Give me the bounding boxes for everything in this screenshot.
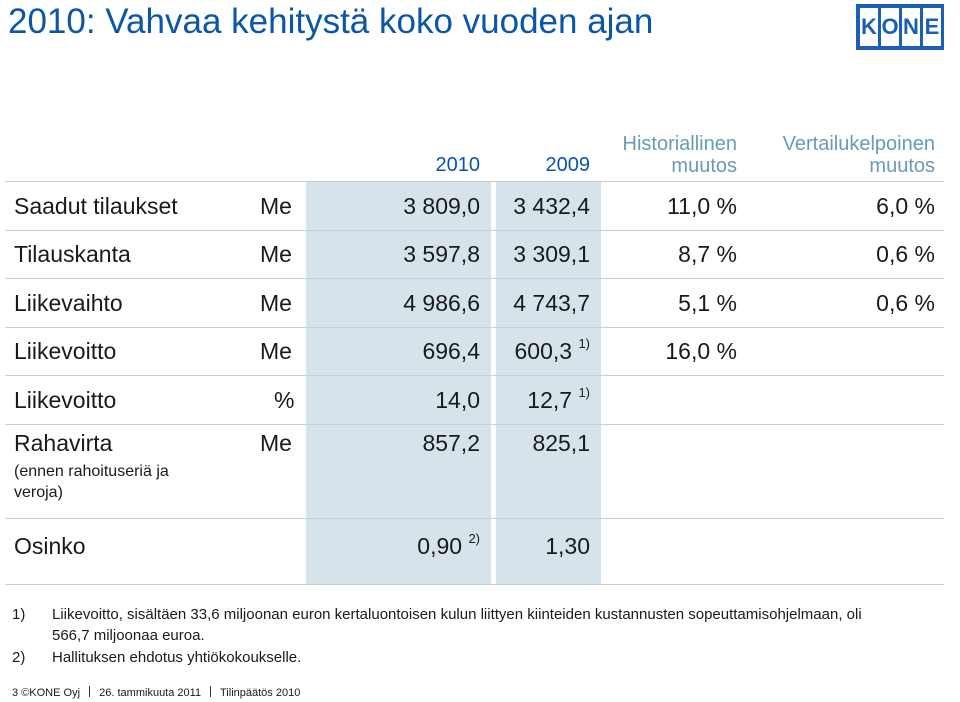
- header-historical-change: Historiallinen muutos: [622, 133, 737, 177]
- row-unit: Me: [260, 430, 292, 456]
- footnote-1: 1) Liikevoitto, sisältäen 33,6 miljoonan euron kertaluontoisen kulun liittyen kiinteiden kustannusten sopeuttamisohjelmaan, oli: [12, 606, 862, 623]
- page-title: 2010: Vahvaa kehitystä koko vuoden ajan: [8, 2, 654, 41]
- row-divider: [5, 584, 944, 585]
- footer-separator: [89, 686, 90, 697]
- value-2010: 696,4: [422, 338, 480, 364]
- value-2009: 3 309,1: [513, 241, 590, 267]
- value-comparable-change: 0,6 %: [876, 241, 935, 267]
- row-divider: [5, 278, 944, 279]
- footnote-ref: 1): [578, 336, 590, 351]
- value-historical-change: 11,0 %: [667, 193, 737, 219]
- value-2009: 600,3 $^{1)}$: [514, 336, 590, 364]
- footer-company: ©KONE Oyj: [21, 687, 81, 699]
- logo-letter-n: N: [902, 8, 920, 46]
- row-label: Liikevaihto: [14, 290, 123, 316]
- logo-letter-k: K: [860, 8, 878, 46]
- row-divider: [5, 230, 944, 231]
- row-divider: [5, 327, 944, 328]
- footer-separator: [210, 686, 211, 697]
- footnote-1-continued: 566,7 miljoonaa euroa.: [52, 627, 205, 644]
- value-historical-change: 8,7 %: [678, 241, 737, 267]
- footnote-2: 2) Hallituksen ehdotus yhtiökokoukselle.: [12, 649, 302, 666]
- row-divider: [5, 424, 944, 425]
- row-unit: Me: [260, 290, 292, 316]
- row-label: Liikevoitto: [14, 387, 117, 413]
- row-unit: Me: [260, 241, 292, 267]
- logo-letter-e: E: [923, 8, 941, 46]
- row-label: Osinko: [14, 533, 86, 559]
- row-unit: %: [274, 387, 295, 413]
- value-2009: 825,1: [532, 430, 590, 456]
- footnote-ref: 1): [578, 385, 590, 400]
- row-divider: [5, 375, 944, 376]
- value-2010: 14,0: [435, 387, 480, 413]
- value-historical-change: 16,0 %: [665, 338, 737, 364]
- value-2010: 4 986,6: [403, 290, 480, 316]
- footnote-ref: 2): [468, 531, 480, 546]
- value-2010: 857,2: [422, 430, 480, 456]
- logo-letter-o: O: [881, 8, 899, 46]
- value-2010: 3 597,8: [403, 241, 480, 267]
- value-comparable-change: 6,0 %: [876, 193, 935, 219]
- row-label: Liikevoitto: [14, 338, 117, 364]
- footer-document: Tilinpäätös 2010: [220, 687, 301, 699]
- header-2009: 2009: [545, 154, 590, 176]
- value-historical-change: 5,1 %: [678, 290, 737, 316]
- row-unit: Me: [260, 338, 292, 364]
- row-divider: [5, 181, 944, 182]
- value-2009: 3 432,4: [513, 193, 590, 219]
- header-2010: 2010: [435, 154, 480, 176]
- footer-date: 26. tammikuuta 2011: [99, 687, 202, 699]
- value-2010: 3 809,0: [403, 193, 480, 219]
- page-footer: [12, 686, 300, 700]
- kone-logo: [856, 4, 944, 50]
- row-sublabel: (ennen rahoituseriä ja veroja): [14, 463, 169, 501]
- row-unit: Me: [260, 193, 292, 219]
- row-label: Rahavirta: [14, 430, 113, 456]
- value-2010: 0,90 $^{2)}$: [417, 531, 480, 559]
- row-label: Tilauskanta: [14, 241, 131, 267]
- value-2009: 12,7 $^{1)}$: [527, 385, 590, 413]
- page-number: 3: [12, 687, 19, 699]
- value-comparable-change: 0,6 %: [876, 290, 935, 316]
- row-label: Saadut tilaukset: [14, 193, 178, 219]
- value-2009: 1,30: [545, 533, 590, 559]
- header-comparable-change: Vertailukelpoinen muutos: [782, 133, 935, 177]
- row-divider: [5, 518, 944, 519]
- value-2009: 4 743,7: [513, 290, 590, 316]
